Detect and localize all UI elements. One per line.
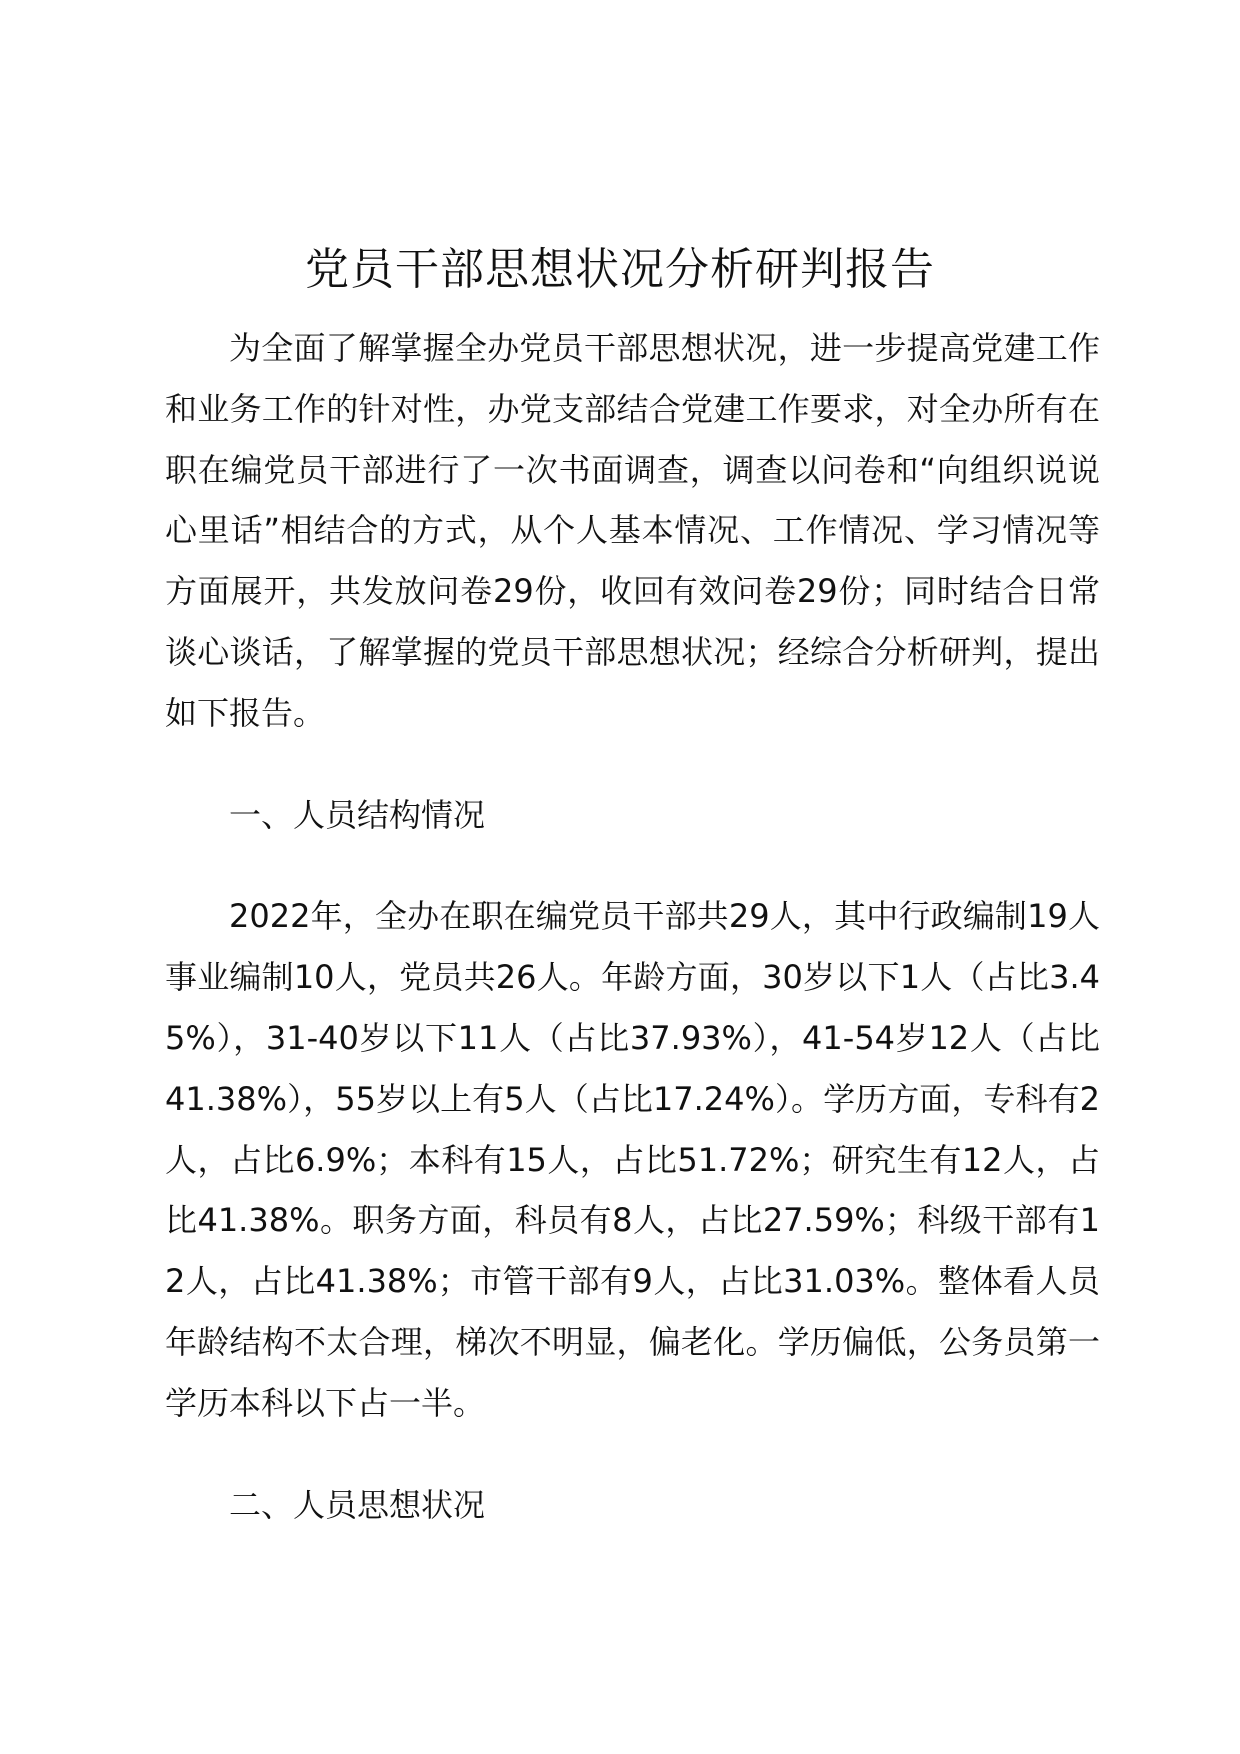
section-2-heading: 二、人员思想状况 — [229, 1485, 486, 1524]
document-body — [165, 318, 1100, 1535]
section-1-paragraph: 2022年，全办在职在编党员干部共29人，其中行政编制19人事业编制10人，党员共26人。年龄方面，30岁以下1人（占比3.45%），31-40岁以下11人（占比37.93%），41-54岁12人（占比41.38%），55岁以上有5人（占比17.24%）。学历方面，专科有2人，占比6.9%；本科有15人，占比51.72%；研究生有12人，占比41.38%。职务方面，科员有8人，占比27.59%；科级干部有12人，占比41.38%；市管干部有9人，占比31.03%。整体看人员年龄结构不太合理，梯次不明显，偏老化。学历偏低，公务员第一学历本科以下占一半。 — [165, 897, 1100, 1422]
paragraph-spacer — [165, 845, 1100, 886]
document-title: 党员干部思想状况分析研判报告 — [305, 244, 935, 295]
paragraph-spacer — [165, 744, 1100, 785]
intro-paragraph: 为全面了解掌握全办党员干部思想状况，进一步提高党建工作和业务工作的针对性，办党支部结合党建工作要求，对全办所有在职在编党员干部进行了一次书面调查，调查以问卷和“向组织说说心里话”相结合的方式，从个人基本情况、工作情况、学习情况等方面展开，共发放问卷29份，收回有效问卷29份；同时结合日常谈心谈话，了解掌握的党员干部思想状况；经综合分析研判，提出如下报告。 — [165, 329, 1100, 732]
paragraph-spacer — [165, 1434, 1100, 1475]
section-1-heading: 一、人员结构情况 — [229, 795, 486, 834]
